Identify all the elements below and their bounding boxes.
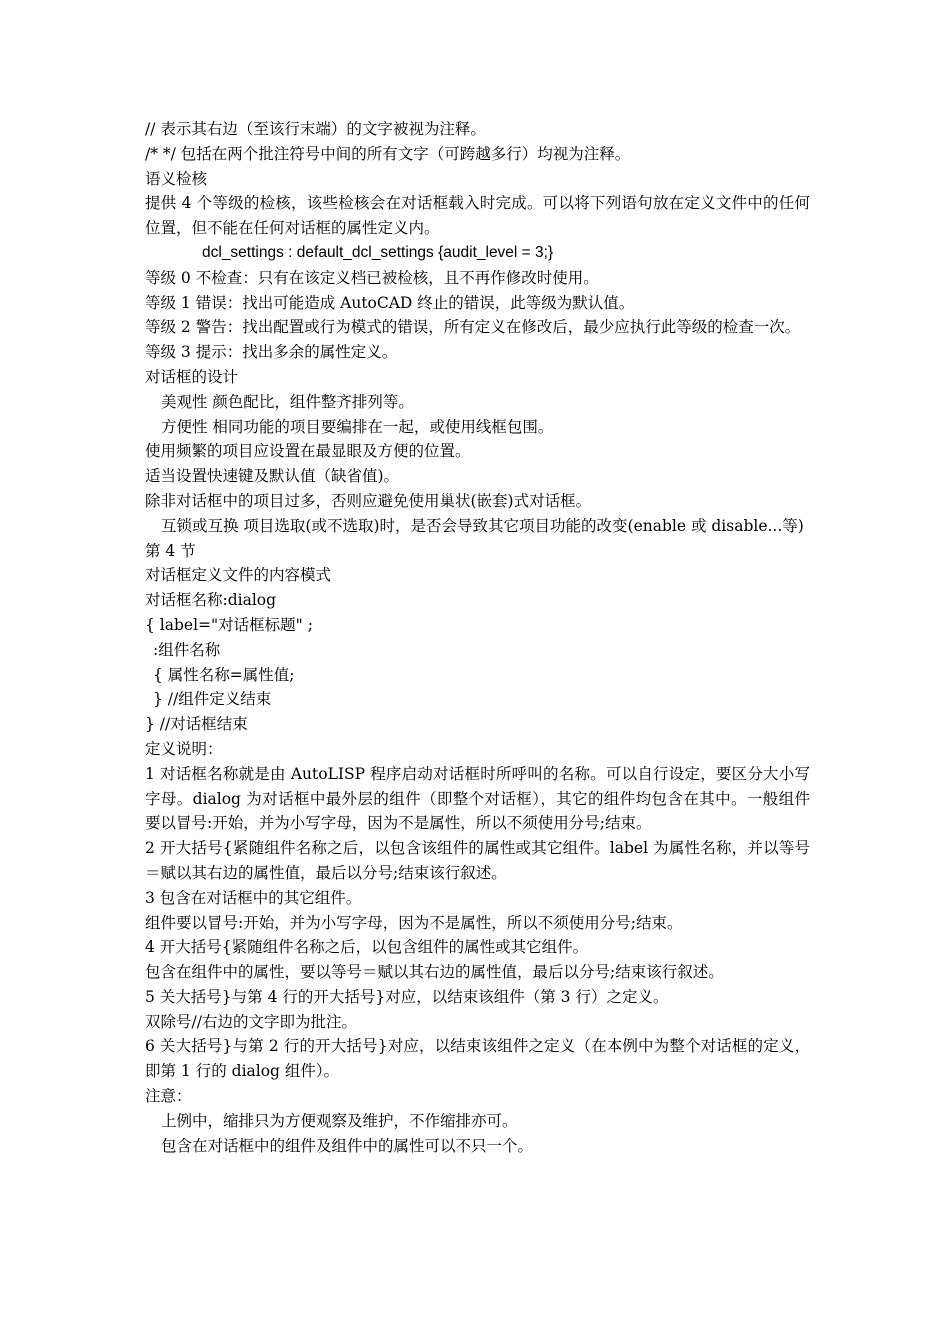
dialog-label-line: { label="对话框标题" ;: [145, 615, 313, 634]
attention-indentation: 上例中，缩排只为方便观察及维护，不作缩排亦可。: [161, 1111, 518, 1130]
document-body: [145, 117, 810, 1158]
section-heading-dialog-design: 对话框的设计: [145, 367, 239, 386]
design-aesthetics: 美观性 颜色配比，组件整齐排列等。: [161, 392, 414, 411]
component-name-line: :组件名称: [153, 640, 221, 659]
dialog-end-line: } //对话框结束: [145, 715, 248, 734]
audit-level-2: 等级 2 警告：找出配置或行为模式的错误，所有定义在修改后，最少应执行此等级的检查一次。: [145, 318, 801, 337]
note-4: 4 开大括号{紧随组件名称之后，以包含组件的属性或其它组件。: [145, 938, 589, 957]
note-2: 2 开大括号{紧随组件名称之后，以包含该组件的属性或其它组件。label 为属性名称，并以等号＝赋以其右边的属性值，最后以分号;结束该行叙述。: [145, 839, 810, 882]
audit-level-1: 等级 1 错误：找出可能造成 AutoCAD 终止的错误，此等级为默认值。: [145, 293, 635, 312]
definition-notes-heading: 定义说明：: [145, 739, 223, 758]
note-6: 6 关大括号}与第 2 行的开大括号}对应，以结束该组件之定义（在本例中为整个对话框的定义，即第 1 行的 dialog 组件）。: [145, 1037, 810, 1081]
note-3-detail: 组件要以冒号:开始，并为小写字母，因为不是属性，所以不须使用分号;结束。: [145, 913, 683, 932]
audit-level-0: 等级 0 不检查：只有在该定义档已被检核，且不再作修改时使用。: [145, 268, 599, 287]
design-frequent-items: 使用频繁的项目应设置在最显眼及方便的位置。: [145, 442, 471, 461]
section-title: 对话框定义文件的内容模式: [145, 566, 332, 585]
design-interlock: 互锁或互换 项目选取(或不选取)时，是否会导致其它项目功能的改变(enable 或 disable...等): [161, 516, 804, 535]
attention-heading: 注意：: [145, 1087, 192, 1106]
comment-rule-line: // 表示其右边（至该行末端）的文字被视为注释。: [145, 120, 486, 138]
section-number: 第 4 节: [145, 541, 196, 560]
component-end-line: } //组件定义结束: [153, 690, 272, 709]
audit-level-3: 等级 3 提示：找出多余的属性定义。: [145, 343, 398, 362]
design-nesting: 除非对话框中的项目过多，否则应避免使用巢状(嵌套)式对话框。: [145, 491, 592, 510]
block-comment-rule-line: /* */ 包括在两个批注符号中间的所有文字（可跨越多行）均视为注释。: [145, 144, 631, 163]
component-property-line: { 属性名称=属性值;: [153, 665, 295, 684]
design-shortcuts: 适当设置快速键及默认值（缺省值)。: [145, 467, 400, 486]
note-4-detail: 包含在组件中的属性，要以等号＝赋以其右边的属性值，最后以分号;结束该行叙述。: [145, 963, 724, 982]
code-dcl-settings: dcl_settings : default_dcl_settings {audit_level = 3;}: [202, 243, 554, 261]
attention-multiple: 包含在对话框中的组件及组件中的属性可以不只一个。: [161, 1136, 534, 1155]
paragraph-audit-levels: 提供 4 个等级的检核，该些检核会在对话框载入时完成。可以将下列语句放在定义文件中的任何位置，但不能在任何对话框的属性定义内。: [145, 194, 810, 238]
section-heading-semantic-check: 语义检核: [145, 169, 208, 188]
note-5-detail: 双除号//右边的文字即为批注。: [145, 1012, 357, 1031]
note-5: 5 关大括号}与第 4 行的开大括号}对应，以结束该组件（第 3 行）之定义。: [145, 987, 669, 1006]
dialog-name-line: 对话框名称:dialog: [145, 591, 277, 610]
note-3: 3 包含在对话框中的其它组件。: [145, 888, 362, 907]
note-1: 1 对话框名称就是由 AutoLISP 程序启动对话框时所呼叫的名称。可以自行设定，要区分大小写字母。dialog 为对话框中最外层的组件（即整个对话框），其它的组件均包含在其中。一般组件要以冒号:开始，并为小写字母，因为不是属性，所以不须使用分号;结束。: [145, 764, 810, 833]
design-convenience: 方便性 相同功能的项目要编排在一起，或使用线框包围。: [161, 417, 554, 436]
